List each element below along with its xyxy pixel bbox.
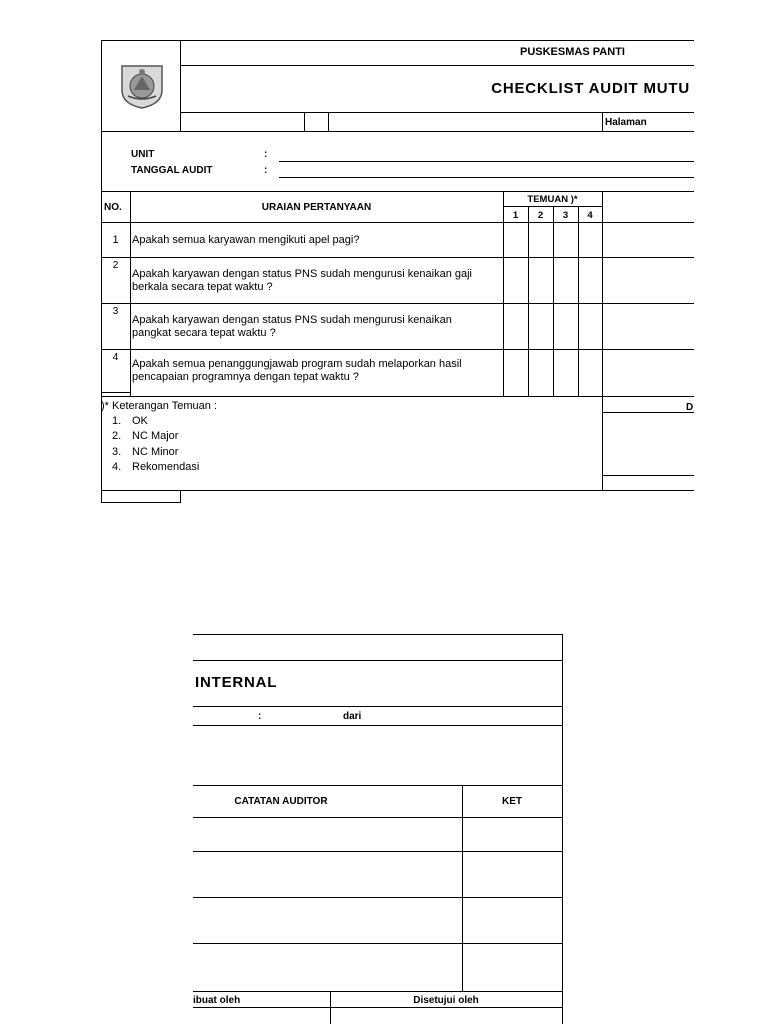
header-bottom-line: [101, 131, 694, 132]
row-question-cont: berkala secara tepat waktu ?: [132, 281, 273, 293]
p2-ket-divider: [462, 785, 463, 943]
row-question-cont: pencapaian programnya dengan tepat waktu ?: [132, 371, 359, 383]
keterangan-bottom-line: [101, 490, 694, 491]
temuan-col-1: 1: [512, 210, 519, 221]
row-separator: [101, 303, 694, 304]
page-title: CHECKLIST AUDIT MUTU: [491, 80, 690, 97]
col-uraian-header: URAIAN PERTANYAAN: [261, 202, 372, 213]
ket-header: KET: [502, 796, 522, 807]
catatan-auditor-header: CATATAN AUDITOR: [234, 796, 328, 807]
keterangan-item: NC Minor: [132, 446, 179, 458]
row-separator: [101, 257, 694, 258]
temuan-col-4: 4: [587, 210, 593, 221]
row-question: Apakah semua penanggungjawab program sudah melaporkan hasil: [132, 358, 462, 370]
temuan-col-2: 2: [537, 210, 544, 221]
col-temuan-right: [602, 191, 603, 490]
tanggal-field-line[interactable]: [279, 177, 694, 178]
p2-table-top-line: [193, 785, 563, 786]
keterangan-item: NC Major: [132, 430, 179, 442]
unit-colon: :: [264, 149, 268, 160]
unit-field-line[interactable]: [279, 161, 694, 162]
p2-dari: dari: [343, 711, 362, 722]
keterangan-label: )* Keterangan Temuan :: [101, 400, 217, 412]
p2-sign-top-line: [193, 991, 563, 992]
signature-cell-line: [602, 475, 694, 476]
p2-title: INTERNAL: [195, 674, 278, 691]
dibuat-oleh-label: ibuat oleh: [193, 995, 241, 1006]
row-question: Apakah semua karyawan mengikuti apel pagi?: [132, 234, 360, 246]
row-number-cell-bottom: [101, 392, 131, 393]
row-number: 2: [112, 260, 119, 271]
tanggal-colon: :: [264, 165, 268, 176]
temuan-col-3: 3: [562, 210, 569, 221]
row-question-cont: pangkat secara tepat waktu ?: [132, 327, 276, 339]
p2-ket-divider-lower: [462, 943, 463, 991]
header-title-line: [180, 112, 694, 113]
header-divider-b: [328, 112, 329, 131]
unit-label: UNIT: [131, 149, 155, 160]
row-separator: [101, 349, 694, 350]
col-no-divider: [130, 191, 131, 397]
footer-cell-right: [180, 490, 181, 503]
row-number: 3: [112, 306, 119, 317]
col-temuan-div-3: [578, 206, 579, 397]
row-number: 4: [112, 352, 119, 363]
disetujui-oleh-label: Disetujui oleh: [413, 995, 479, 1006]
regency-logo: [118, 62, 166, 110]
row-question: Apakah karyawan dengan status PNS sudah mengurusi kenaikan gaji: [132, 268, 472, 280]
tanggal-label: TANGGAL AUDIT: [131, 165, 213, 176]
header-org-line: [180, 65, 694, 66]
header-divider-c: [602, 112, 603, 131]
col-temuan-div-1: [528, 206, 529, 397]
header-top-line: [101, 40, 694, 41]
p2-halaman-line: [193, 725, 563, 726]
p2-title-line: [193, 706, 563, 707]
header-divider-a: [304, 112, 305, 131]
keterangan-num: 3.: [112, 446, 122, 458]
keterangan-num: 1.: [112, 415, 122, 427]
row-question: Apakah karyawan dengan status PNS sudah mengurusi kenaikan: [132, 314, 452, 326]
p2-top-line: [193, 634, 563, 635]
footer-cell-bottom: [101, 502, 181, 503]
table-top-line: [101, 191, 694, 192]
keterangan-num: 2.: [112, 430, 122, 442]
keterangan-item: OK: [132, 415, 148, 427]
d-cell-line: [602, 412, 694, 413]
col-no-header: NO.: [104, 202, 122, 213]
keterangan-num: 4.: [112, 461, 122, 473]
col-temuan-header: TEMUAN )*: [527, 194, 578, 205]
p2-row-line: [193, 943, 563, 944]
p2-colon: :: [258, 711, 262, 722]
p2-row-line: [193, 897, 563, 898]
col-temuan-div-2: [553, 206, 554, 397]
p2-row-line: [193, 851, 563, 852]
halaman-label: Halaman: [605, 117, 647, 128]
p2-right-border: [562, 634, 563, 1024]
p2-sign-header-line: [193, 1007, 563, 1008]
row-number: 1: [112, 234, 119, 246]
logo-cell-divider: [180, 40, 181, 131]
p2-head-bottom-line: [193, 817, 563, 818]
table-bottom-line: [101, 396, 694, 397]
d-label: D: [686, 402, 694, 413]
org-name: PUSKESMAS PANTI: [520, 46, 625, 58]
p2-org-line: [193, 660, 563, 661]
keterangan-item: Rekomendasi: [132, 461, 200, 473]
table-head-bottom-line: [101, 222, 694, 223]
